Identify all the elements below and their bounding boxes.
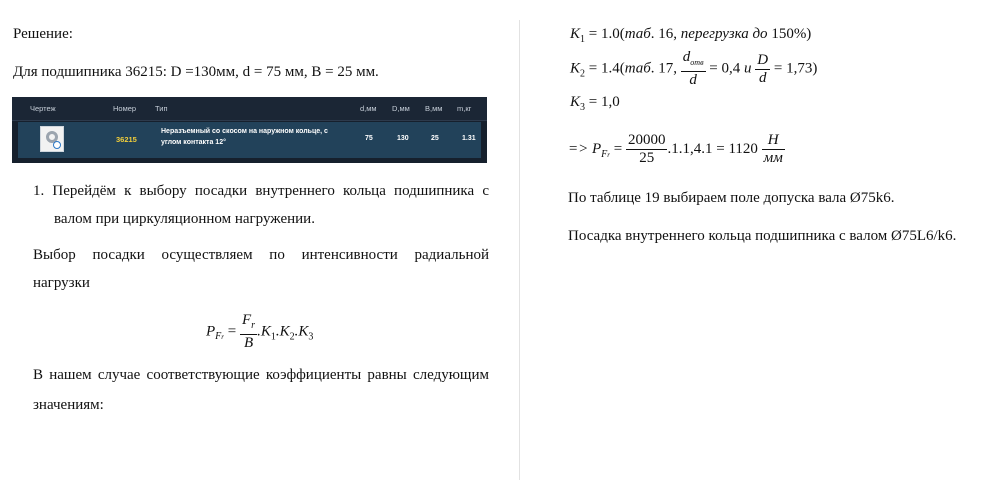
header-B: B,мм	[425, 104, 443, 113]
header-d: d,мм	[360, 104, 377, 113]
load-intensity-formula: $P_{Fr}$ = $\frac{F_r}{B}$ $.K_1.K_2.K_3$	[206, 312, 314, 351]
bearing-drawing-thumbnail[interactable]	[40, 126, 64, 152]
coefficients-line2: значениям:	[33, 397, 104, 413]
header-D: D,мм	[392, 104, 410, 113]
coefficients-line1: В нашем случае соответствующие коэффициенты равны следующим	[33, 367, 489, 383]
cell-type-line1: Неразъемный со скосом на наружном кольце, с	[161, 128, 328, 135]
fit-sentence: Посадка внутреннего кольца подшипника с валом Ø75L6/k6.	[568, 228, 957, 244]
table-row	[18, 122, 481, 158]
table19-sentence: По таблице 19 выбираем поле допуска вала Ø75k6.	[568, 190, 895, 206]
list-item-1-line2: валом при циркуляционном нагружении.	[54, 211, 315, 227]
solution-heading: Решение:	[13, 26, 73, 42]
magnifier-icon	[53, 141, 61, 149]
paragraph-line2: нагрузки	[33, 275, 90, 291]
list-item-1-line1: 1. Перейдём к выбору посадки внутреннего кольца подшипника с	[33, 183, 489, 199]
cell-d: 75	[365, 135, 373, 142]
cell-B: 25	[431, 135, 439, 142]
k1-formula: $K_1 = 1.0(таб$. 16, перегрузка до 150%)	[570, 26, 812, 45]
column-divider	[519, 20, 520, 480]
cell-type-line2: углом контакта 12°	[161, 139, 226, 146]
cell-D: 130	[397, 135, 409, 142]
result-formula: => $P_{Fr}$ = $\frac{20000}{25}$ .1.1,4.1 = 1120 $\frac{H}{мм}$	[568, 132, 783, 166]
table-header	[12, 97, 487, 121]
paragraph-line1: Выбор посадки осуществляем по интенсивности радиальной	[33, 247, 489, 263]
bearing-intro: Для подшипника 36215: D =130мм, d = 75 мм, B = 25 мм.	[13, 64, 379, 80]
k3-formula: $K_3 = 1,0$	[570, 94, 620, 113]
header-drawing: Чертеж	[30, 104, 56, 113]
cell-number: 36215	[116, 135, 137, 144]
cell-m: 1.31	[462, 135, 476, 142]
header-m: m,кг	[457, 104, 472, 113]
bearing-table	[12, 97, 487, 163]
header-number: Номер	[113, 104, 137, 113]
header-type: Тип	[155, 104, 168, 113]
k2-formula: $K_2 = 1.4(таб$. 17, $\frac{d_{отв}}{d}$ = 0,4 и $\frac{D}{d}$ = 1,73)	[570, 49, 818, 88]
